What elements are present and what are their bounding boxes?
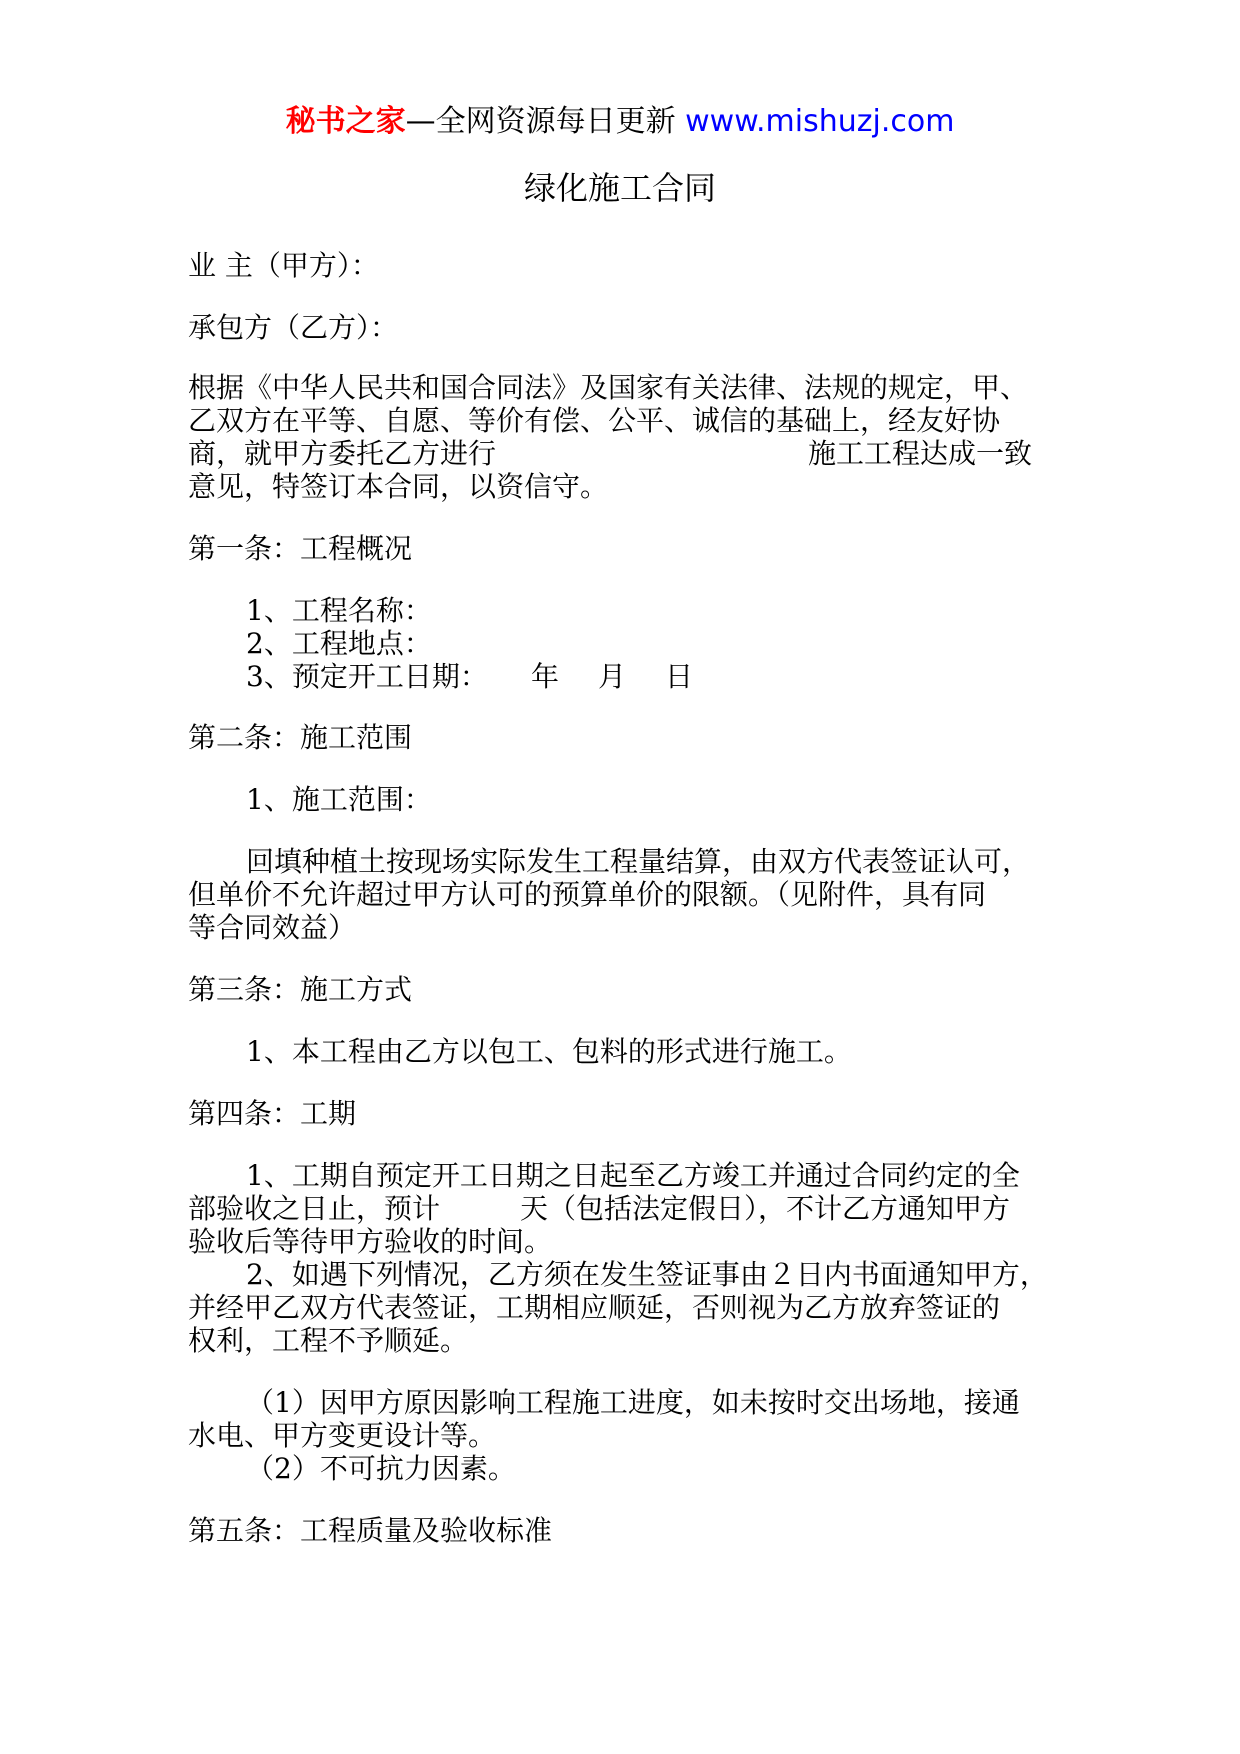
article-2-heading: 第二条：施工范围 bbox=[188, 721, 413, 754]
article-4-item2-line: 2、如遇下列情况，乙方须在发生签证事由２日内书面通知甲方， bbox=[246, 1258, 1048, 1291]
article-4-item1-line: 天（包括法定假日），不计乙方通知甲方 bbox=[520, 1192, 1011, 1225]
article-1-item: 1、工程名称： bbox=[246, 594, 432, 627]
article-2-item: 1、施工范围： bbox=[246, 783, 432, 816]
article-2-paragraph-line: 但单价不允许超过甲方认可的预算单价的限额。（见附件，具有同 bbox=[188, 878, 987, 911]
article-4-heading: 第四条：工期 bbox=[188, 1097, 357, 1130]
site-header bbox=[0, 102, 1240, 142]
article-4-item2-line: 权利，工程不予顺延。 bbox=[188, 1324, 469, 1357]
article-4-item1-line: 1、工期自预定开工日期之日起至乙方竣工并通过合同约定的全 bbox=[246, 1159, 1020, 1192]
article-3-heading: 第三条：施工方式 bbox=[188, 973, 413, 1006]
date-unit-day: 日 bbox=[665, 660, 694, 693]
preamble-line: 商，就甲方委托乙方进行 bbox=[188, 437, 497, 470]
brand-name: 秘书之家 bbox=[285, 104, 406, 139]
preamble-line: 意见，特签订本合同，以资信守。 bbox=[188, 470, 609, 503]
article-2-paragraph-line: 回填种植土按现场实际发生工程量结算，由双方代表签证认可， bbox=[246, 845, 1031, 878]
site-url-link[interactable]: www.mishuzj.com bbox=[685, 104, 955, 139]
article-5-heading: 第五条：工程质量及验收标准 bbox=[188, 1514, 553, 1547]
preamble-line: 根据《中华人民共和国合同法》及国家有关法律、法规的规定，甲、 bbox=[188, 371, 1029, 404]
article-2-paragraph-line: 等合同效益） bbox=[188, 911, 357, 944]
article-3-item: 1、本工程由乙方以包工、包料的形式进行施工。 bbox=[246, 1035, 852, 1068]
header-tagline: —全网资源每日更新 bbox=[405, 104, 686, 139]
article-4-item2-line: 并经甲乙双方代表签证，工期相应顺延，否则视为乙方放弃签证的 bbox=[188, 1291, 1001, 1324]
article-1-item: 2、工程地点： bbox=[246, 627, 432, 660]
article-4-sub-line: （1）因甲方原因影响工程施工进度，如未按时交出场地，接通 bbox=[246, 1386, 1020, 1419]
article-4-item1-line: 验收后等待甲方验收的时间。 bbox=[188, 1225, 553, 1258]
party-a-line: 业 主（甲方）： bbox=[188, 249, 379, 282]
preamble-line: 乙双方在平等、自愿、等价有偿、公平、诚信的基础上，经友好协 bbox=[188, 404, 1001, 437]
preamble-line: 施工工程达成一致 bbox=[808, 437, 1033, 470]
article-1-heading: 第一条：工程概况 bbox=[188, 532, 413, 565]
party-b-line: 承包方（乙方）： bbox=[188, 311, 399, 344]
date-unit-month: 月 bbox=[598, 660, 627, 693]
contract-title: 绿化施工合同 bbox=[523, 169, 716, 207]
article-4-sub-line: （2）不可抗力因素。 bbox=[246, 1452, 516, 1485]
date-unit-year: 年 bbox=[531, 660, 560, 693]
article-4-item1-line: 部验收之日止，预计 bbox=[188, 1192, 441, 1225]
article-1-item: 3、预定开工日期： bbox=[246, 660, 488, 693]
article-4-sub-line: 水电、甲方变更设计等。 bbox=[188, 1419, 497, 1452]
